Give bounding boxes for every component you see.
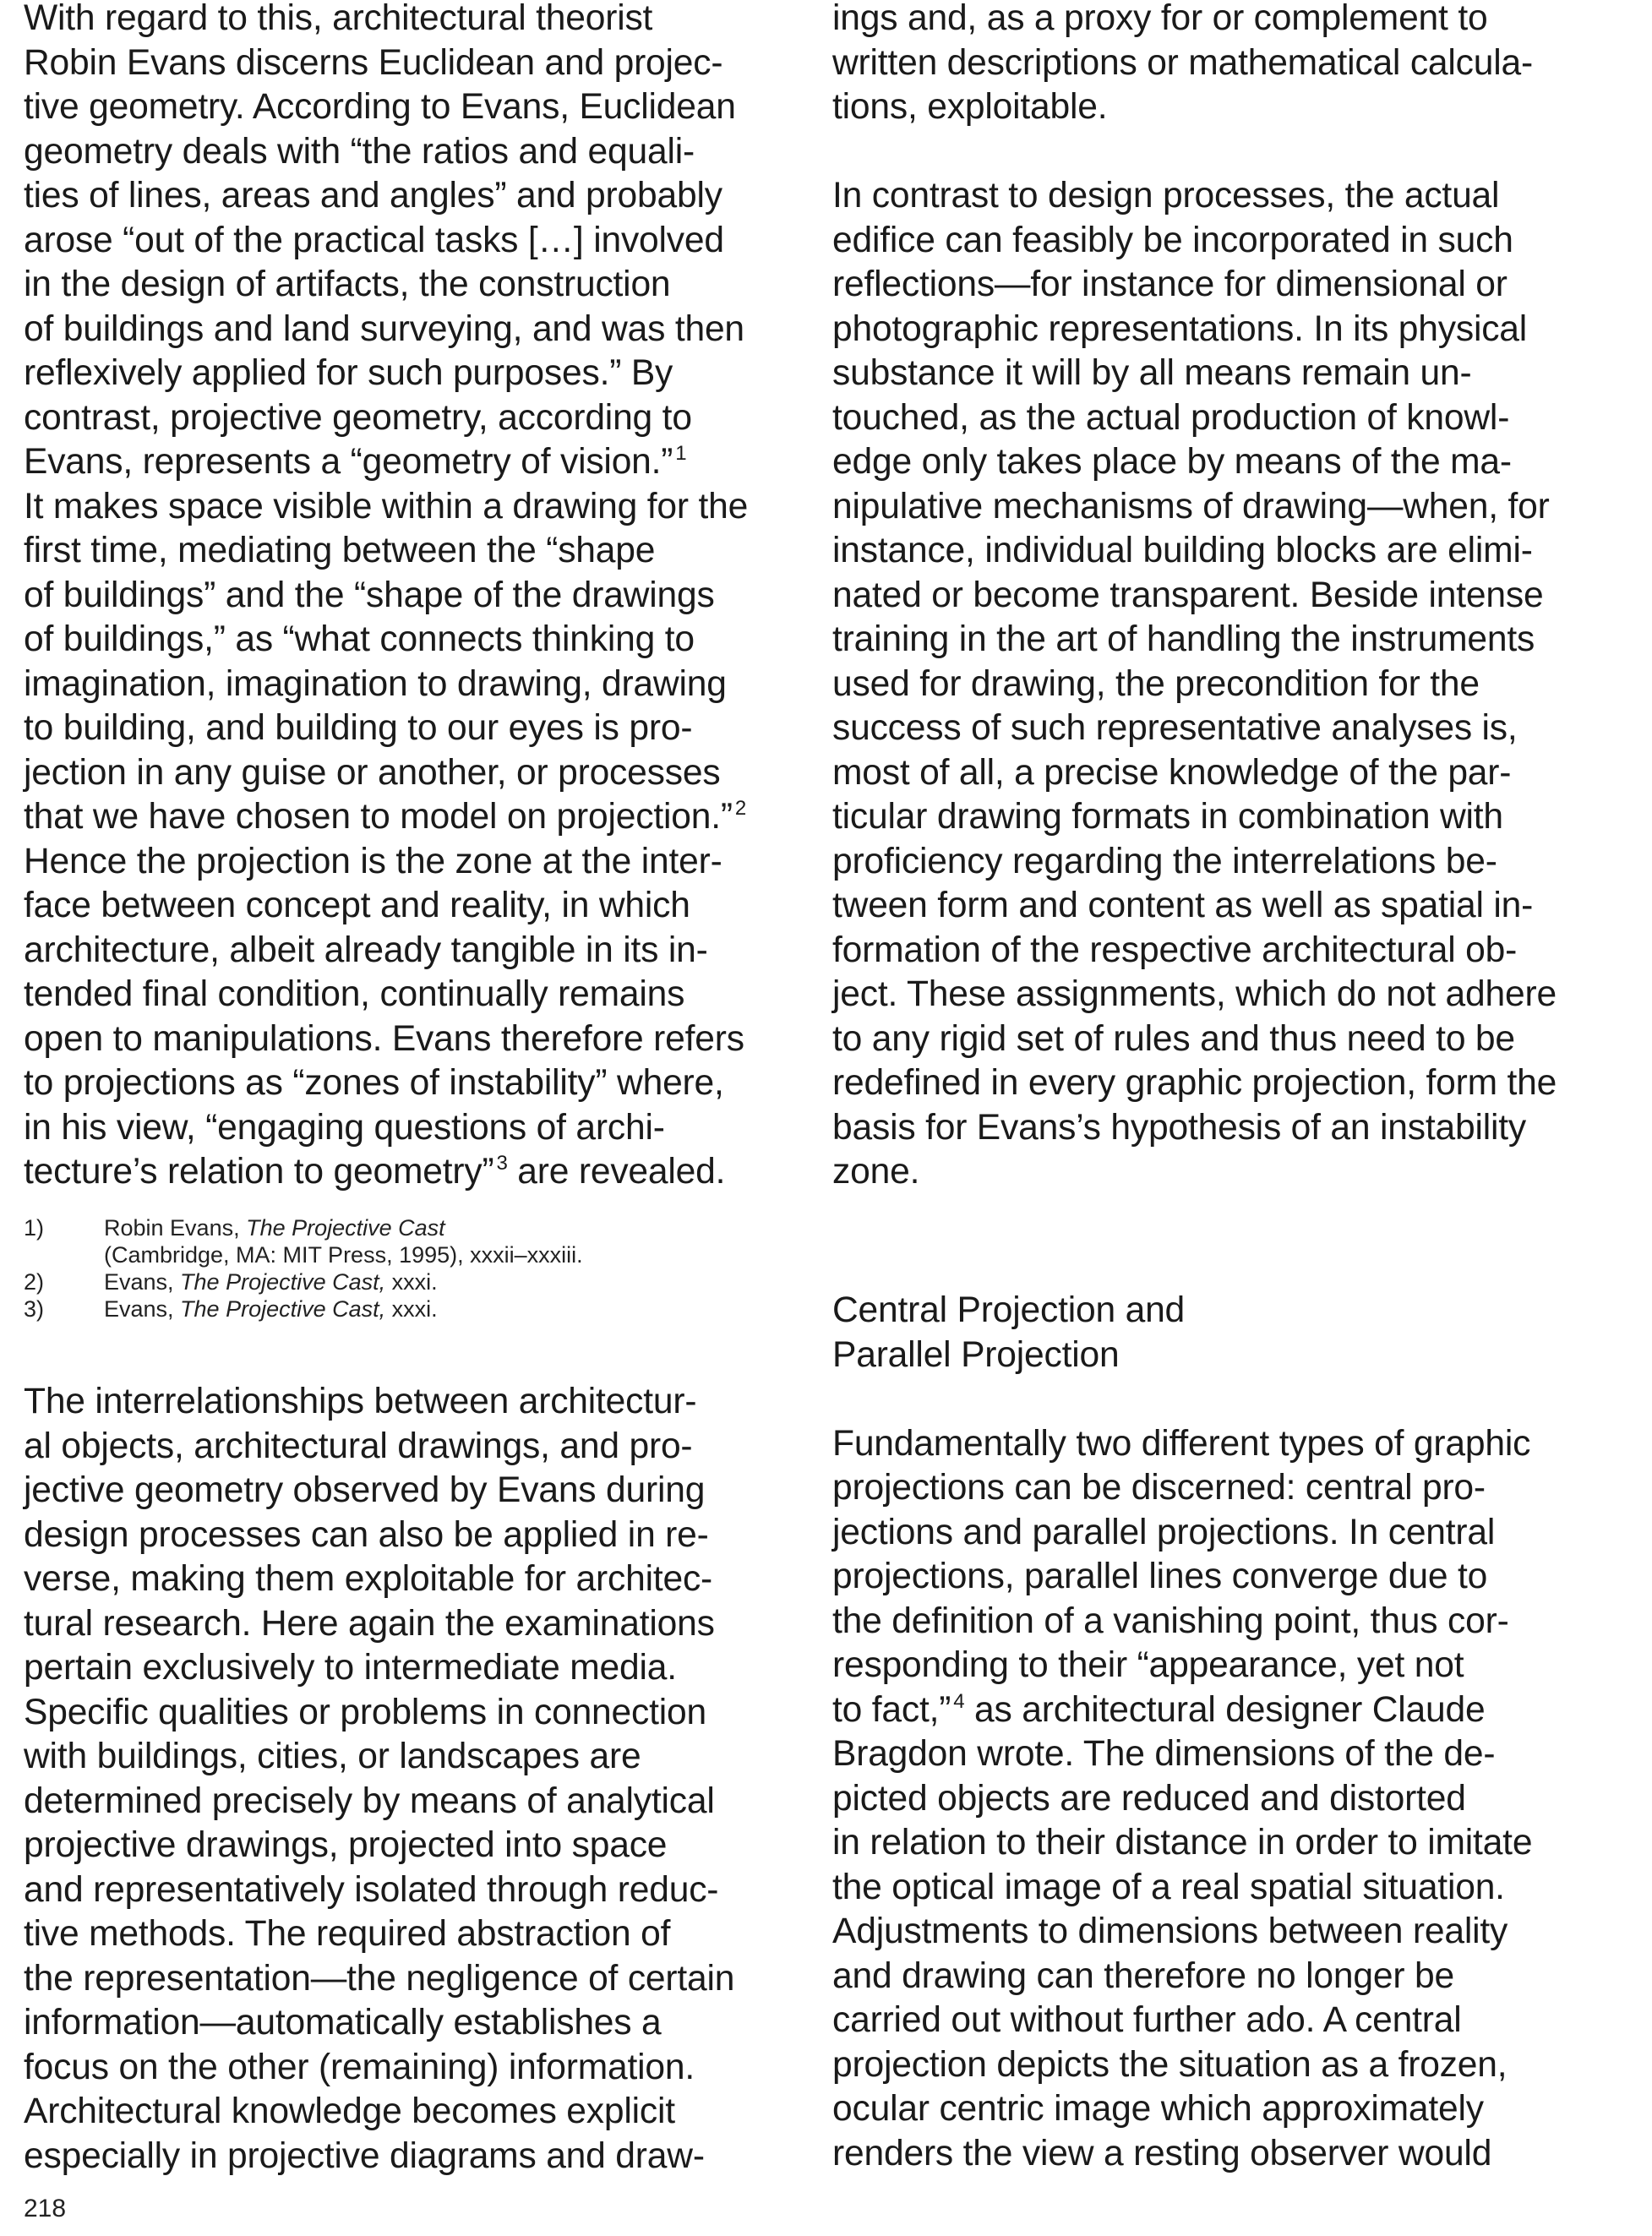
text-line: carried out without further ado. A central <box>832 1999 1462 2040</box>
text-line: substance it will by all means remain un- <box>832 352 1472 393</box>
footnote-page: xxxi. <box>385 1296 438 1322</box>
text-line: Specific qualities or problems in connection <box>24 1691 707 1732</box>
footnote-2 <box>24 1268 801 1295</box>
footnote-page: xxxi. <box>385 1269 438 1295</box>
text-line: touched, as the actual production of knowl- <box>832 396 1510 438</box>
text-line: redefined in every graphic projection, form the <box>832 1062 1557 1103</box>
footnotes <box>24 1214 801 1323</box>
text-line: Adjustments to dimensions between reality <box>832 1911 1508 1951</box>
text-line: especially in projective diagrams and draw- <box>24 2135 705 2176</box>
text-line: zone. <box>832 1151 920 1192</box>
text-fragment: Evans, represents a “geometry of vision.” <box>24 441 673 482</box>
text-line: imagination, imagination to drawing, drawing <box>24 663 727 704</box>
text-line: nipulative mechanisms of drawing—when, for <box>832 485 1550 526</box>
text-line <box>24 439 801 484</box>
text-line: face between concept and reality, in which <box>24 885 690 925</box>
text-line: tended final condition, continually remains <box>24 973 685 1014</box>
text-line: open to manipulations. Evans therefore refers <box>24 1017 744 1059</box>
footnote-author: Evans, <box>104 1269 181 1295</box>
text-line: instance, individual building blocks are elimi- <box>832 530 1533 570</box>
text-line: first time, mediating between the “shape <box>24 530 656 570</box>
text-line: projections can be discerned: central pro- <box>832 1467 1486 1508</box>
text-line: pertain exclusively to intermediate media. <box>24 1647 677 1688</box>
footnote-3 <box>24 1295 801 1323</box>
text-line: contrast, projective geometry, according to <box>24 396 692 438</box>
text-line: and drawing can therefore no longer be <box>832 1955 1454 1996</box>
text-line: It makes space visible within a drawing for the <box>24 485 749 526</box>
text-line: ticular drawing formats in combination with <box>832 796 1503 837</box>
text-line: arose “out of the practical tasks […] involved <box>24 219 724 260</box>
text-line: determined precisely by means of analytical <box>24 1780 715 1821</box>
left-paragraph-2 <box>24 1379 801 2178</box>
footnote-1 <box>24 1214 801 1268</box>
text-line: projective drawings, projected into space <box>24 1824 668 1865</box>
text-line: Architectural knowledge becomes explicit <box>24 2091 675 2131</box>
right-paragraph-2 <box>832 173 1610 1194</box>
footnote-text <box>104 1214 583 1268</box>
footnote-author: Evans, <box>104 1296 181 1322</box>
left-column-lower <box>24 1379 801 2178</box>
footnote-text <box>104 1268 438 1295</box>
text-line: to any rigid set of rules and thus need to be <box>832 1017 1515 1059</box>
footnote-number: 3) <box>24 1296 45 1322</box>
text-line: most of all, a precise knowledge of the par- <box>832 751 1512 793</box>
text-line: Robin Evans discerns Euclidean and projec- <box>24 41 723 83</box>
text-line: of buildings,” as “what connects thinking to <box>24 619 695 659</box>
text-line: in relation to their distance in order to imitate <box>832 1822 1533 1862</box>
right-paragraph-3 <box>832 1421 1610 2176</box>
text-line: Bragdon wrote. The dimensions of the de- <box>832 1733 1496 1774</box>
text-line <box>24 794 801 839</box>
text-line: photographic representations. In its physical <box>832 308 1528 349</box>
text-line <box>832 1688 1610 1732</box>
text-line: reflexively applied for such purposes.” By <box>24 352 673 393</box>
text-line: nated or become transparent. Beside intense <box>832 574 1544 615</box>
text-line: the representation—the negligence of certain <box>24 1957 735 1999</box>
text-line: projection depicts the situation as a frozen, <box>832 2043 1508 2085</box>
footnote-title: The Projective Cast, <box>180 1296 386 1322</box>
text-line: tween form and content as well as spatial in- <box>832 885 1534 925</box>
text-line: picted objects are reduced and distorted <box>832 1777 1466 1819</box>
text-line: proficiency regarding the interrelations be- <box>832 840 1497 881</box>
footnote-number: 1) <box>24 1215 45 1241</box>
text-line: The interrelationships between architectur- <box>24 1381 697 1421</box>
left-paragraph-1 <box>24 0 801 1194</box>
text-line: verse, making them exploitable for architec- <box>24 1558 713 1599</box>
text-line: tive geometry. According to Evans, Euclidean <box>24 86 736 127</box>
text-line: in his view, “engaging questions of archi- <box>24 1106 665 1148</box>
text-line: ings and, as a proxy for or complement to <box>832 0 1488 38</box>
text-line: renders the view a resting observer would <box>832 2132 1492 2173</box>
text-line: edge only takes place by means of the ma- <box>832 441 1512 482</box>
text-line: In contrast to design processes, the actual <box>832 175 1500 215</box>
text-line: the optical image of a real spatial situation. <box>832 1866 1505 1907</box>
text-line: information—automatically establishes a <box>24 2002 662 2042</box>
text-line: used for drawing, the precondition for the <box>832 663 1480 704</box>
right-column-lower <box>832 1288 1610 2175</box>
text-fragment: as architectural designer Claude <box>964 1688 1486 1730</box>
left-column <box>24 0 801 1194</box>
text-line: edifice can feasibly be incorporated in such <box>832 219 1513 260</box>
text-fragment: are revealed. <box>507 1151 726 1192</box>
text-line: formation of the respective architectural ob- <box>832 929 1518 970</box>
text-fragment: to fact,” <box>832 1688 951 1730</box>
text-line: Fundamentally two different types of graphic <box>832 1422 1531 1464</box>
footnote-title: The Projective Cast, <box>180 1269 386 1295</box>
text-line: ocular centric image which approximately <box>832 2088 1484 2129</box>
text-fragment: tecture’s relation to geometry” <box>24 1151 494 1192</box>
text-line: design processes can also be applied in re- <box>24 1513 709 1555</box>
footnote-title: The Projective Cast <box>246 1215 445 1241</box>
footnote-ref-2: 2 <box>734 797 747 820</box>
page-number: 218 <box>24 2195 67 2222</box>
text-line: to building, and building to our eyes is pro- <box>24 707 693 748</box>
footnote-author: Robin Evans, <box>104 1215 247 1241</box>
text-line: of buildings and land surveying, and was then <box>24 308 744 349</box>
text-line: in the design of artifacts, the construction <box>24 264 671 304</box>
text-line: of buildings” and the “shape of the drawings <box>24 574 715 615</box>
text-line: jection in any guise or another, or processes <box>24 751 721 793</box>
text-line: tural research. Here again the examinations <box>24 1602 715 1644</box>
text-line: and representatively isolated through reduc- <box>24 1868 719 1910</box>
section-heading <box>832 1288 1610 1377</box>
text-line <box>24 1149 801 1194</box>
text-line: jective geometry observed by Evans during <box>24 1470 706 1510</box>
text-line: to projections as “zones of instability” where, <box>24 1062 724 1103</box>
text-line: with buildings, cities, or landscapes are <box>24 1736 641 1776</box>
footnote-ref-1: 1 <box>675 442 687 465</box>
text-line: training in the art of handling the instruments <box>832 619 1535 659</box>
text-line: architecture, albeit already tangible in its in- <box>24 929 708 970</box>
text-line: reflections—for instance for dimensional or <box>832 264 1508 304</box>
text-line: written descriptions or mathematical calcula- <box>832 41 1534 83</box>
right-paragraph-1 <box>832 0 1610 129</box>
text-line: Hence the projection is the zone at the inter- <box>24 840 722 881</box>
footnote-number: 2) <box>24 1269 45 1295</box>
text-line: ject. These assignments, which do not adhere <box>832 973 1557 1014</box>
text-line: responding to their “appearance, yet not <box>832 1644 1464 1685</box>
text-line: basis for Evans’s hypothesis of an instability <box>832 1106 1527 1148</box>
footnote-publication: (Cambridge, MA: MIT Press, 1995), xxxii–xxxiii. <box>104 1242 583 1268</box>
heading-line: Central Projection and <box>832 1290 1186 1330</box>
heading-line: Parallel Projection <box>832 1333 1120 1375</box>
text-line: success of such representative analyses is, <box>832 707 1518 748</box>
text-line: focus on the other (remaining) information. <box>24 2046 695 2087</box>
text-line: geometry deals with “the ratios and equali- <box>24 130 695 172</box>
text-line: With regard to this, architectural theorist <box>24 0 653 38</box>
footnote-ref-4: 4 <box>953 1689 965 1713</box>
text-line: jections and parallel projections. In central <box>832 1511 1496 1552</box>
right-column <box>832 0 1610 1194</box>
footnote-ref-3: 3 <box>496 1152 508 1175</box>
text-fragment: that we have chosen to model on projection.” <box>24 796 733 837</box>
text-line: the definition of a vanishing point, thus cor- <box>832 1600 1509 1641</box>
text-line: projections, parallel lines converge due to <box>832 1556 1488 1596</box>
text-line: ties of lines, areas and angles” and probably <box>24 175 722 215</box>
text-line: tions, exploitable. <box>832 86 1108 127</box>
text-line: tive methods. The required abstraction of <box>24 1913 671 1954</box>
text-line: al objects, architectural drawings, and pro- <box>24 1425 693 1466</box>
footnote-text <box>104 1295 438 1323</box>
